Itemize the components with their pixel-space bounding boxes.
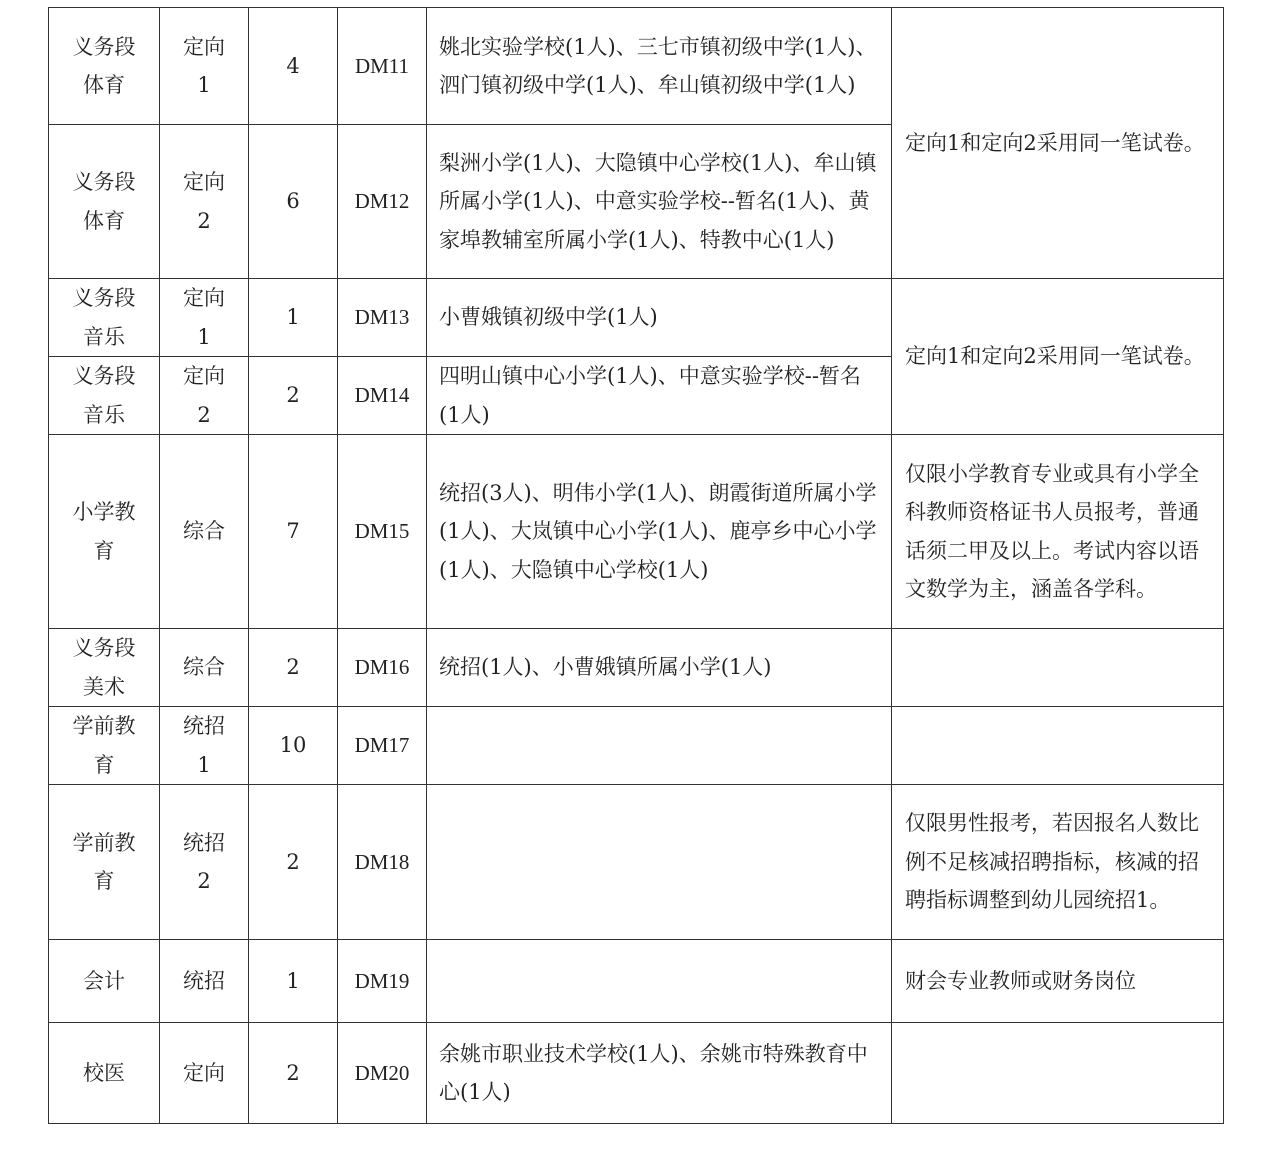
subject-line: 会计 xyxy=(83,968,125,993)
units-cell: 姚北实验学校(1人)、三七市镇初级中学(1人)、泗门镇初级中学(1人)、牟山镇初级中学(1人) xyxy=(427,8,892,125)
code-cell: DM19 xyxy=(338,940,427,1023)
type-cell xyxy=(160,357,249,435)
subject-line: 育 xyxy=(93,752,115,777)
subject-line: 义务段 xyxy=(72,636,136,660)
count-cell: 2 xyxy=(249,785,338,940)
subject-cell xyxy=(49,279,160,357)
subject-line: 美术 xyxy=(83,674,125,699)
code-cell: DM16 xyxy=(338,629,427,707)
type-cell xyxy=(160,707,249,785)
type-cell xyxy=(160,940,249,1023)
units-cell xyxy=(427,940,892,1023)
units-cell xyxy=(427,707,892,785)
units-cell: 小曹娥镇初级中学(1人) xyxy=(427,279,892,357)
units-cell: 四明山镇中心小学(1人)、中意实验学校--暂名(1人) xyxy=(427,357,892,435)
type-cell xyxy=(160,1023,249,1124)
units-cell: 余姚市职业技术学校(1人)、余姚市特殊教育中心(1人) xyxy=(427,1023,892,1124)
subject-line: 校医 xyxy=(83,1060,125,1085)
subject-cell xyxy=(49,357,160,435)
type-line: 定向 xyxy=(183,364,225,388)
code-cell: DM12 xyxy=(338,125,427,279)
subject-line: 义务段 xyxy=(72,364,136,388)
code-cell: DM15 xyxy=(338,435,427,629)
table-row xyxy=(49,435,1224,629)
subject-line: 小学教 xyxy=(72,500,136,524)
subject-line: 音乐 xyxy=(83,402,125,427)
code-cell: DM17 xyxy=(338,707,427,785)
subject-line: 学前教 xyxy=(72,714,136,738)
type-cell xyxy=(160,785,249,940)
type-line: 统招 xyxy=(183,714,225,738)
code-cell: DM20 xyxy=(338,1023,427,1124)
type-line: 2 xyxy=(197,208,211,233)
table-row xyxy=(49,707,1224,785)
subject-line: 义务段 xyxy=(72,286,136,310)
type-cell xyxy=(160,279,249,357)
subject-line: 育 xyxy=(93,869,115,893)
type-line: 综合 xyxy=(183,655,225,680)
subject-line: 义务段 xyxy=(72,34,136,59)
count-cell: 2 xyxy=(249,357,338,435)
units-cell xyxy=(427,785,892,940)
type-cell xyxy=(160,8,249,125)
table-row xyxy=(49,629,1224,707)
count-cell: 6 xyxy=(249,125,338,279)
note-cell: 财会专业教师或财务岗位 xyxy=(892,940,1224,1023)
subject-line: 音乐 xyxy=(83,324,125,349)
count-cell: 7 xyxy=(249,435,338,629)
note-cell xyxy=(892,629,1224,707)
count-cell: 10 xyxy=(249,707,338,785)
count-cell: 1 xyxy=(249,940,338,1023)
type-line: 综合 xyxy=(183,519,225,544)
count-cell: 1 xyxy=(249,279,338,357)
type-cell xyxy=(160,435,249,629)
note-cell xyxy=(892,1023,1224,1124)
note-cell xyxy=(892,707,1224,785)
type-line: 统招 xyxy=(183,968,225,993)
subject-cell xyxy=(49,940,160,1023)
code-cell: DM13 xyxy=(338,279,427,357)
type-line: 1 xyxy=(197,752,211,777)
subject-line: 体育 xyxy=(83,73,125,97)
note-cell: 仅限男性报考，若因报名人数比例不足核减招聘指标，核减的招聘指标调整到幼儿园统招1。 xyxy=(892,785,1224,940)
count-cell: 2 xyxy=(249,629,338,707)
subject-cell xyxy=(49,1023,160,1124)
recruitment-table xyxy=(48,7,1224,1124)
subject-cell xyxy=(49,707,160,785)
type-line: 1 xyxy=(197,73,211,97)
subject-line: 学前教 xyxy=(72,830,136,855)
units-cell: 统招(1人)、小曹娥镇所属小学(1人) xyxy=(427,629,892,707)
subject-cell xyxy=(49,125,160,279)
subject-cell xyxy=(49,435,160,629)
subject-line: 义务段 xyxy=(72,170,136,194)
table-row xyxy=(49,1023,1224,1124)
subject-cell xyxy=(49,8,160,125)
subject-line: 育 xyxy=(93,538,115,563)
table-row xyxy=(49,279,1224,357)
type-line: 1 xyxy=(197,324,211,349)
table-row xyxy=(49,8,1224,125)
subject-line: 体育 xyxy=(83,208,125,233)
type-cell xyxy=(160,629,249,707)
code-cell: DM11 xyxy=(338,8,427,125)
subject-cell xyxy=(49,629,160,707)
type-line: 定向 xyxy=(183,1060,225,1085)
subject-cell xyxy=(49,785,160,940)
count-cell: 4 xyxy=(249,8,338,125)
note-cell: 定向1和定向2采用同一笔试卷。 xyxy=(892,279,1224,435)
code-cell: DM14 xyxy=(338,357,427,435)
units-cell: 梨洲小学(1人)、大隐镇中心学校(1人)、牟山镇所属小学(1人)、中意实验学校--暂名(1人)、黄家埠教辅室所属小学(1人)、特教中心(1人) xyxy=(427,125,892,279)
table-row xyxy=(49,785,1224,940)
count-cell: 2 xyxy=(249,1023,338,1124)
table-row xyxy=(49,940,1224,1023)
type-line: 2 xyxy=(197,869,211,893)
type-line: 统招 xyxy=(183,830,225,855)
type-line: 2 xyxy=(197,402,211,427)
code-cell: DM18 xyxy=(338,785,427,940)
type-cell xyxy=(160,125,249,279)
units-cell: 统招(3人)、明伟小学(1人)、朗霞街道所属小学(1人)、大岚镇中心小学(1人)、鹿亭乡中心小学(1人)、大隐镇中心学校(1人) xyxy=(427,435,892,629)
type-line: 定向 xyxy=(183,170,225,194)
note-cell: 定向1和定向2采用同一笔试卷。 xyxy=(892,8,1224,279)
type-line: 定向 xyxy=(183,34,225,59)
note-cell: 仅限小学教育专业或具有小学全科教师资格证书人员报考，普通话须二甲及以上。考试内容以语文数学为主，涵盖各学科。 xyxy=(892,435,1224,629)
type-line: 定向 xyxy=(183,286,225,310)
